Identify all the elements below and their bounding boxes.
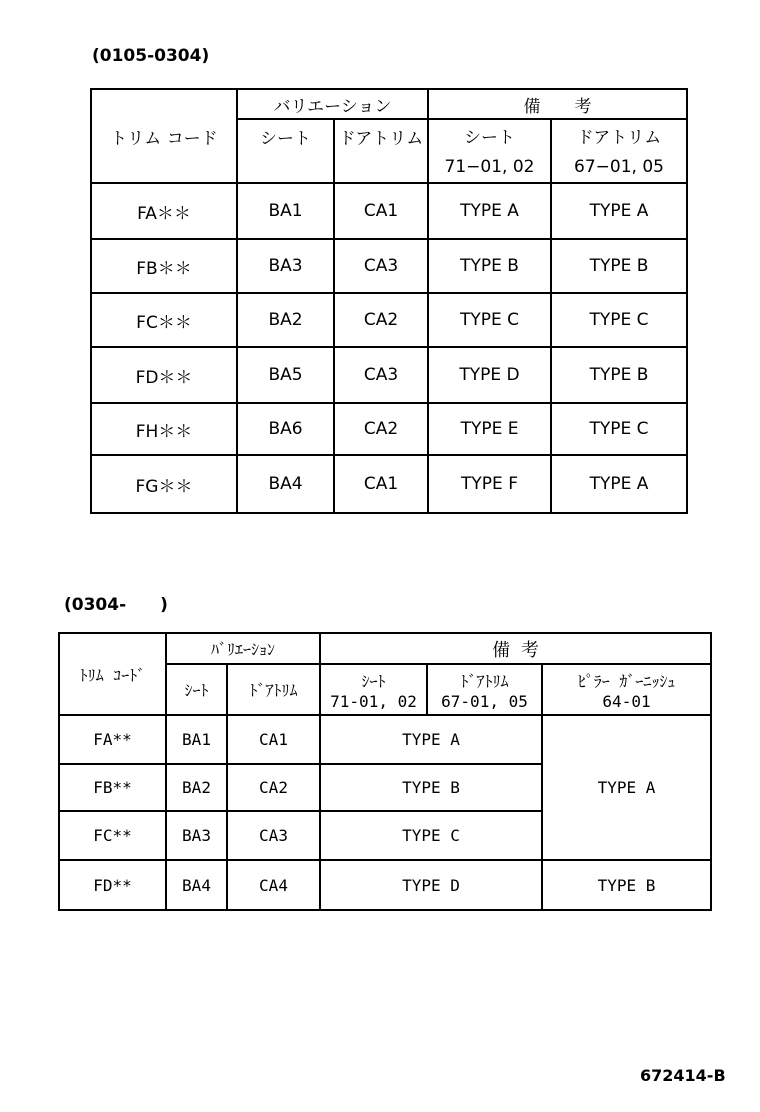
door-trim-cell: CA1 bbox=[334, 183, 428, 239]
pillar-remark-group-b: TYPE B bbox=[542, 860, 711, 910]
header-seat: ｼｰﾄ bbox=[166, 664, 227, 715]
remark-door-trim-label: ﾄﾞｱﾄﾘﾑ bbox=[460, 671, 509, 691]
door-trim-cell: CA3 bbox=[334, 347, 428, 403]
trim-code-cell: FG＊＊ bbox=[91, 455, 237, 513]
header-remark-seat: シート bbox=[428, 119, 551, 151]
document-code: 672414-B bbox=[640, 1066, 726, 1085]
header-variation: ﾊﾞﾘｴｰｼｮﾝ bbox=[166, 633, 320, 664]
header-door-trim: ドアトリム bbox=[334, 119, 428, 183]
seat-cell: BA6 bbox=[237, 403, 334, 455]
trim-code-cell: FB** bbox=[59, 764, 166, 811]
trim-code-cell: FA＊＊ bbox=[91, 183, 237, 239]
header-remark-seat-code: 71−01, 02 bbox=[428, 151, 551, 183]
remark-door-cell: TYPE B bbox=[551, 347, 687, 403]
remark-cell: TYPE C bbox=[320, 811, 542, 860]
seat-cell: BA5 bbox=[237, 347, 334, 403]
seat-cell: BA2 bbox=[166, 764, 227, 811]
remark-pillar-code: 64-01 bbox=[602, 691, 651, 711]
seat-cell: BA4 bbox=[166, 860, 227, 910]
remark-seat-label: ｼｰﾄ bbox=[361, 671, 386, 691]
pillar-remark-group-a: TYPE A bbox=[542, 715, 711, 860]
remark-pillar-label: ﾋﾟﾗｰ ｶﾞｰﾆｯｼｭ bbox=[577, 671, 676, 691]
remark-seat-cell: TYPE E bbox=[428, 403, 551, 455]
door-trim-cell: CA2 bbox=[334, 403, 428, 455]
trim-code-cell: FD** bbox=[59, 860, 166, 910]
door-trim-cell: CA3 bbox=[334, 239, 428, 293]
header-remarks: 備 考 bbox=[320, 633, 711, 664]
header-remark-door-trim-code: 67−01, 05 bbox=[551, 151, 687, 183]
header-remark-seat bbox=[320, 664, 427, 715]
table-row bbox=[59, 715, 711, 764]
remark-seat-cell: TYPE A bbox=[428, 183, 551, 239]
table-row bbox=[91, 403, 687, 455]
period-label-1: (0105-0304) bbox=[92, 46, 210, 66]
seat-cell: BA1 bbox=[166, 715, 227, 764]
door-trim-cell: CA1 bbox=[227, 715, 320, 764]
seat-cell: BA1 bbox=[237, 183, 334, 239]
trim-code-cell: FH＊＊ bbox=[91, 403, 237, 455]
header-remark-door-trim: ドアトリム bbox=[551, 119, 687, 151]
door-trim-cell: CA4 bbox=[227, 860, 320, 910]
table-row bbox=[91, 455, 687, 513]
header-door-trim: ﾄﾞｱﾄﾘﾑ bbox=[227, 664, 320, 715]
seat-cell: BA3 bbox=[237, 239, 334, 293]
remark-seat-code: 71-01, 02 bbox=[330, 691, 417, 711]
header-trim-code: トリム コード bbox=[91, 89, 237, 183]
header-remark-pillar bbox=[542, 664, 711, 715]
trim-code-cell: FD＊＊ bbox=[91, 347, 237, 403]
table-row bbox=[91, 183, 687, 239]
seat-cell: BA2 bbox=[237, 293, 334, 347]
remark-seat-cell: TYPE B bbox=[428, 239, 551, 293]
header-remark-door-trim bbox=[427, 664, 542, 715]
table-row bbox=[91, 293, 687, 347]
table-row bbox=[59, 860, 711, 910]
remark-door-cell: TYPE C bbox=[551, 293, 687, 347]
header-variation: バリエーション bbox=[237, 89, 428, 119]
seat-cell: BA4 bbox=[237, 455, 334, 513]
header-seat: シート bbox=[237, 119, 334, 183]
period-label-2: (0304- ) bbox=[64, 595, 168, 615]
remark-seat-cell: TYPE D bbox=[428, 347, 551, 403]
remark-door-cell: TYPE A bbox=[551, 455, 687, 513]
remark-seat-cell: TYPE F bbox=[428, 455, 551, 513]
door-trim-cell: CA2 bbox=[227, 764, 320, 811]
variation-table-1 bbox=[90, 88, 688, 514]
door-trim-cell: CA2 bbox=[334, 293, 428, 347]
remark-cell: TYPE B bbox=[320, 764, 542, 811]
trim-code-cell: FB＊＊ bbox=[91, 239, 237, 293]
remark-door-cell: TYPE A bbox=[551, 183, 687, 239]
table-row bbox=[91, 239, 687, 293]
remark-door-trim-code: 67-01, 05 bbox=[441, 691, 528, 711]
door-trim-cell: CA1 bbox=[334, 455, 428, 513]
table-row bbox=[91, 347, 687, 403]
remark-door-cell: TYPE C bbox=[551, 403, 687, 455]
header-remarks: 備 考 bbox=[428, 89, 687, 119]
door-trim-cell: CA3 bbox=[227, 811, 320, 860]
trim-code-cell: FC** bbox=[59, 811, 166, 860]
header-trim-code: ﾄﾘﾑ ｺｰﾄﾞ bbox=[59, 633, 166, 715]
remark-cell: TYPE D bbox=[320, 860, 542, 910]
trim-code-cell: FC＊＊ bbox=[91, 293, 237, 347]
seat-cell: BA3 bbox=[166, 811, 227, 860]
variation-table-2 bbox=[58, 632, 712, 911]
remark-seat-cell: TYPE C bbox=[428, 293, 551, 347]
trim-code-cell: FA** bbox=[59, 715, 166, 764]
remark-door-cell: TYPE B bbox=[551, 239, 687, 293]
remark-cell: TYPE A bbox=[320, 715, 542, 764]
